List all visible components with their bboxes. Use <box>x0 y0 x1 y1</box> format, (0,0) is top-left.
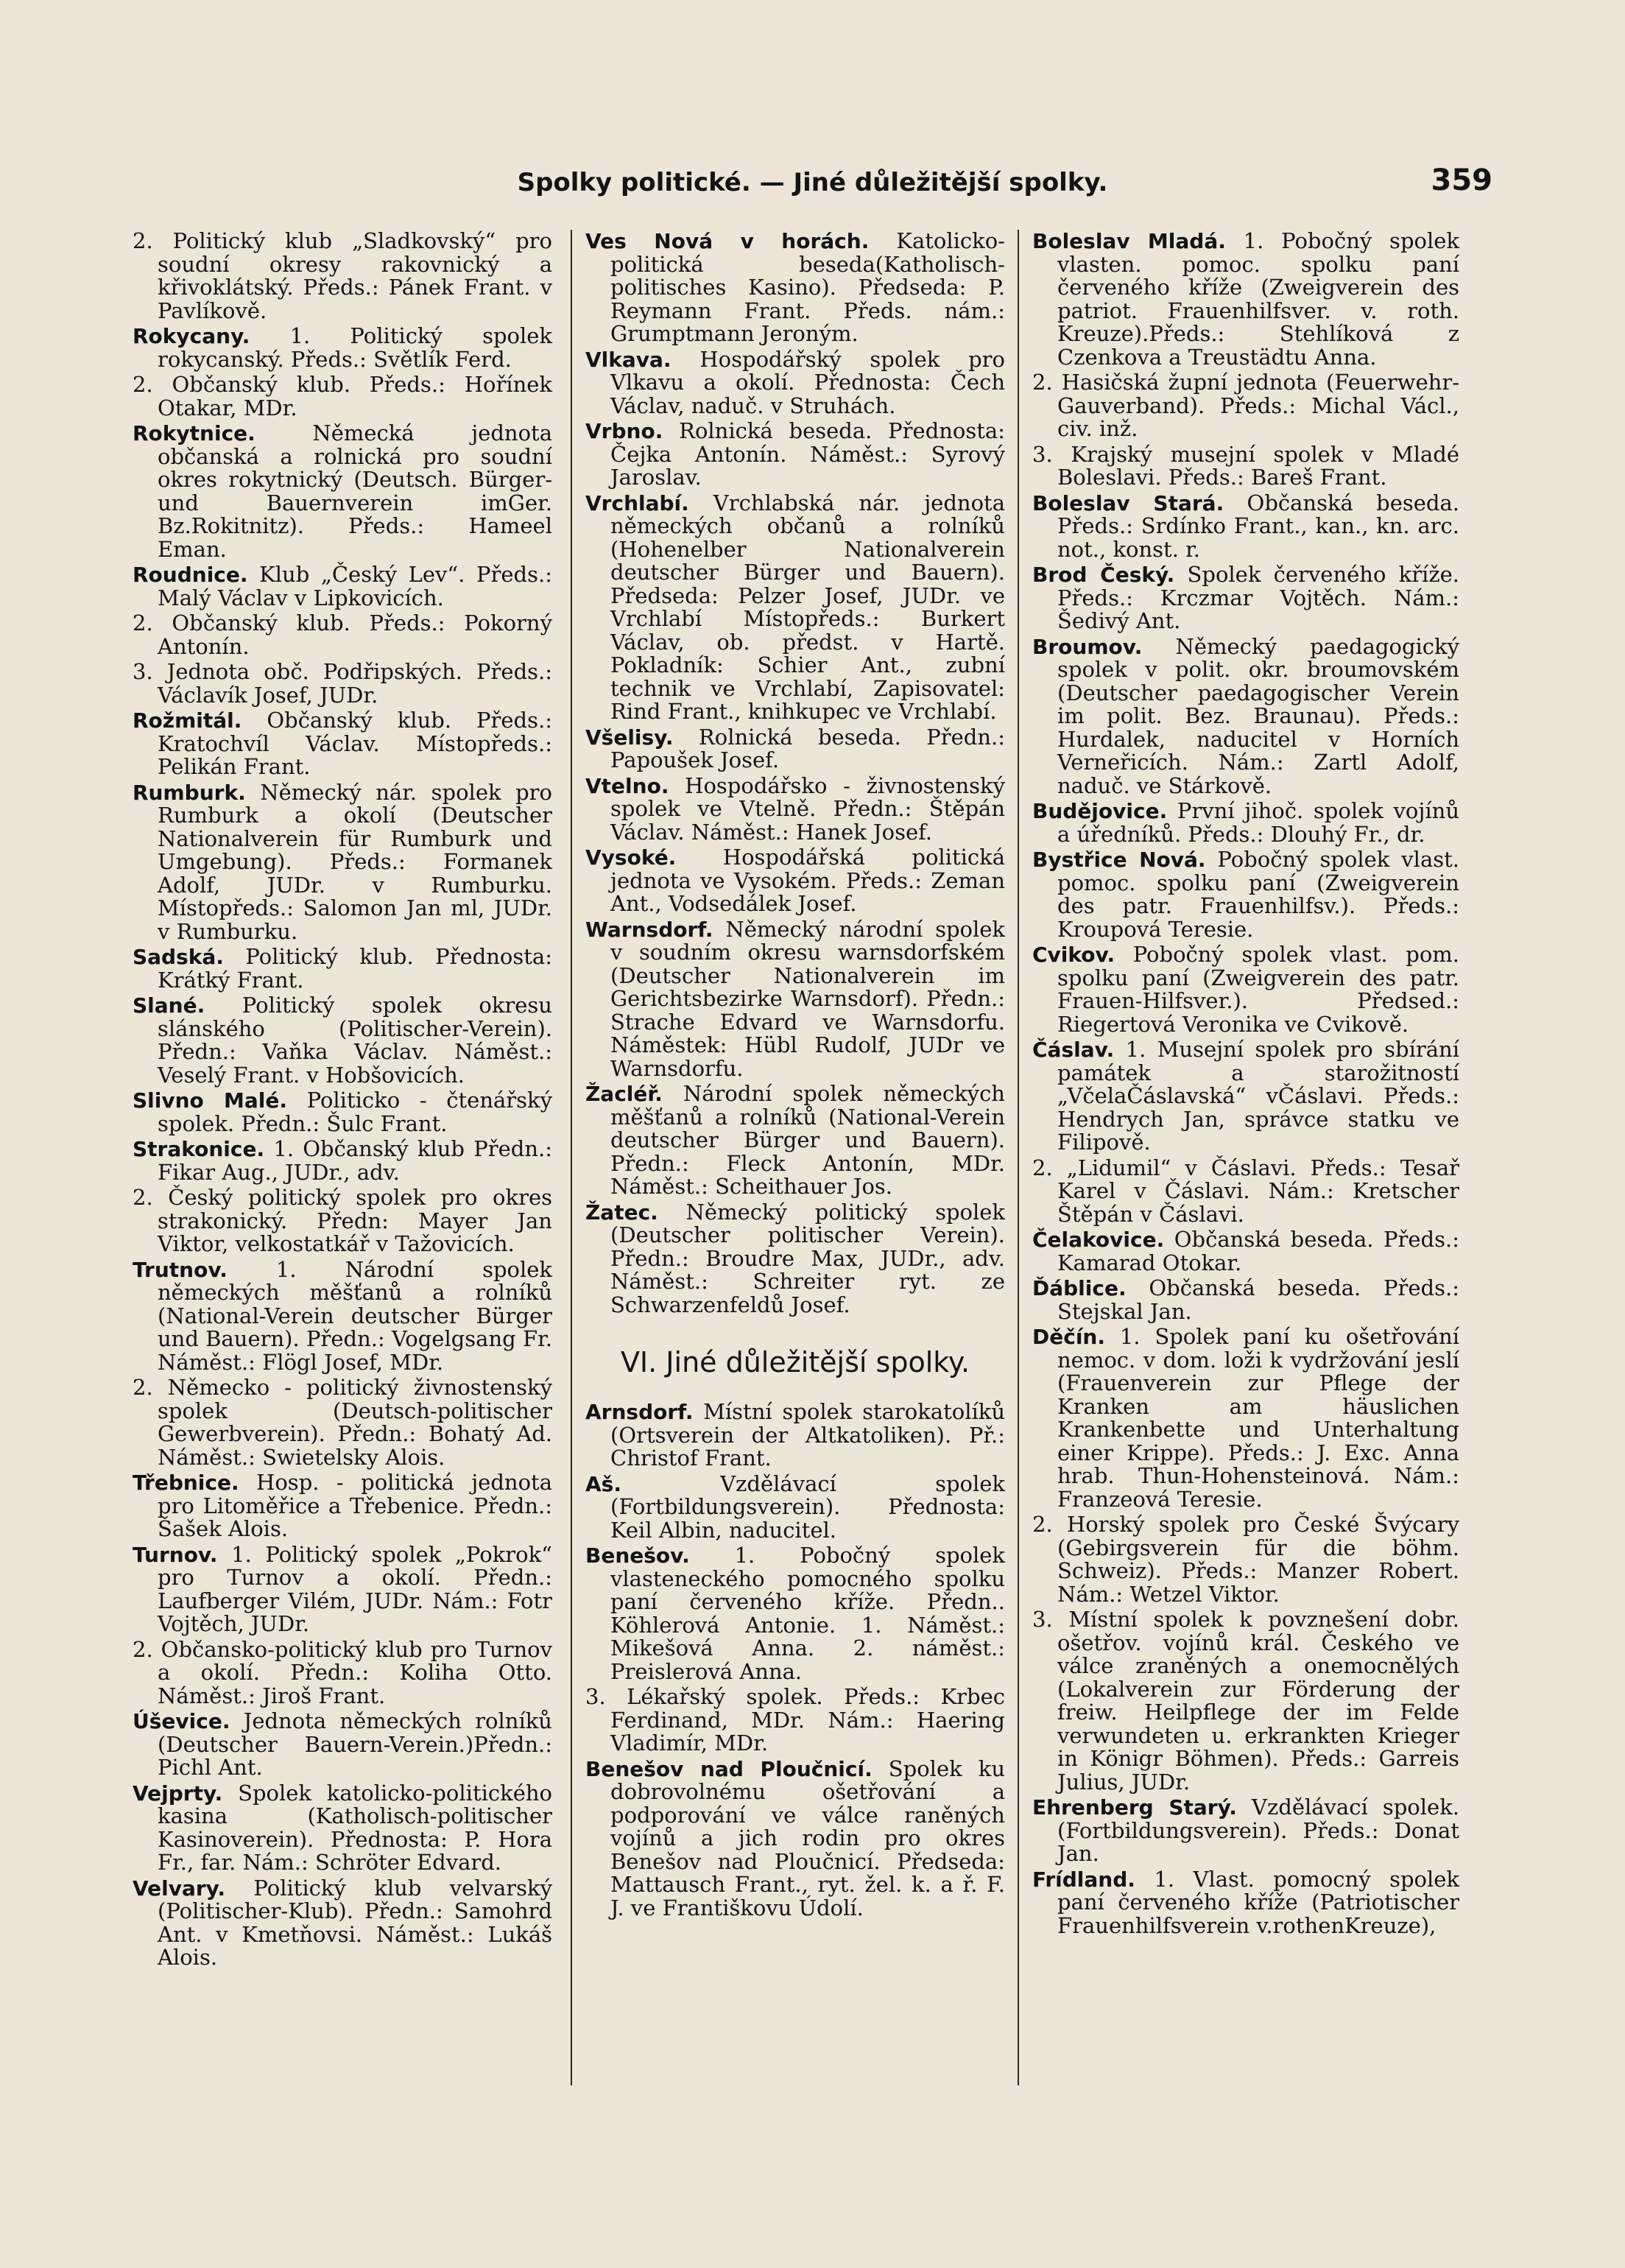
entry-place-name: Vlkava. <box>585 347 671 372</box>
directory-entry <box>133 945 552 992</box>
entry-text: 2. Německo - politický živnostenský spolek (Deutsch-politischer Gewerbverein). Předn.: Bohatý Ad. Náměst.: Swietelsky Alois. <box>133 1375 552 1470</box>
entry-place-name: Budějovice. <box>1032 799 1168 823</box>
directory-entry <box>133 1186 552 1256</box>
entry-text: Politický klub. Přednosta: Krátký Frant. <box>158 944 552 993</box>
entry-text: 1. Národní spolek německých měšťanů a rolníků (National-Verein deutscher Bürger und Bauern). Předn.: Vogelgsang Fr. Náměst.: Flögl Josef, MDr. <box>158 1256 552 1375</box>
entry-text: 1. Občanský klub Předn.: Fikar Aug., JUDr., adv. <box>158 1136 552 1185</box>
running-title: Spolky politické. — Jiné důležitější spolky. <box>517 168 1108 197</box>
entry-text: Národní spolek německých měšťanů a rolníků (National-Verein deutscher Bürger und Bauern). Předn.: Fleck Antonín, MDr. Náměst.: Scheithauer Jos. <box>610 1081 1005 1199</box>
entry-text: 2. Hasičská župní jednota (Feuerwehr-Gauverband). Předs.: Michal Václ., civ. inž. <box>1032 370 1459 441</box>
entry-text: Hospodářská politická jednota ve Vysokém. Předs.: Zeman Ant., Vodsedálek Josef. <box>610 845 1005 916</box>
entry-place-name: Všelisy. <box>585 725 674 750</box>
entry-place-name: Arnsdorf. <box>585 1400 694 1424</box>
directory-entry <box>133 661 552 707</box>
section-heading: VI. Jiné důležitější spolky. <box>620 1346 970 1378</box>
entry-text: 2. Politický klub „Sladkovský“ pro soudní okresy rakovnický a křivoklátský. Předs.: Pánek Frant. v Pavlíkově. <box>133 228 552 323</box>
entry-text: Hospodářsko - živnostenský spolek ve Vtelně. Předn.: Štěpán Václav. Náměst.: Hanek Josef. <box>610 772 1005 845</box>
text-column-2 <box>585 230 1005 1922</box>
entry-place-name: Turnov. <box>133 1542 218 1567</box>
entry-text: Občanská beseda. Předs.: Kamarad Otokar. <box>1057 1227 1459 1275</box>
entry-place-name: Vrbno. <box>585 419 663 443</box>
directory-entry <box>585 726 1005 772</box>
entry-text: Pobočný spolek vlast. pom. spolku paní (Zweigverein des patr. Frauen-Hilfsver.). Předsed.: Riegertová Veronika ve Cvikově. <box>1057 942 1459 1037</box>
directory-entry <box>133 1089 552 1135</box>
entry-text: Německý nár. spolek pro Rumburk a okolí (Deutscher Nationalverein für Rumburk und Umgebung). Předs.: Formanek Adolf, JUDr. v Rumburku. Místopředs.: Salomon Jan ml, JUDr. v Rumburku. <box>158 779 552 944</box>
directory-entry <box>133 1138 552 1184</box>
directory-entry <box>133 1258 552 1375</box>
entry-place-name: Boleslav Mladá. <box>1032 229 1226 253</box>
entry-place-name: Slané. <box>133 993 205 1018</box>
directory-entry <box>133 230 552 323</box>
directory-entry <box>585 230 1005 346</box>
entry-text: Vzdělávací spolek (Fortbildungsverein). Přednosta: Keil Albin, naducitel. <box>610 1471 1005 1543</box>
entry-text: Německý paedagogický spolek v polit. okr. broumovském (Deutscher paedagogischer Verein im polit. Bez. Braunau). Předs.: Hurdalek, naducitel v Horních Verneřicích. Nám.: Zartl Adolf, naduč. ve Stárkově. <box>1057 633 1459 798</box>
entry-place-name: Trutnov. <box>133 1257 228 1282</box>
entry-place-name: Rokycany. <box>133 324 250 348</box>
entry-text: Rolnická beseda. Předn.: Papoušek Josef. <box>610 724 1005 772</box>
directory-entry <box>585 918 1005 1081</box>
directory-entry <box>133 1376 552 1469</box>
entry-text: Politický klub velvarský (Politischer-Klub). Předn.: Samohrd Ant. v Kmetňovsi. Náměst.: Lukáš Alois. <box>158 1875 552 1970</box>
entry-place-name: Boleslav Stará. <box>1032 490 1224 515</box>
entry-place-name: Frídland. <box>1032 1867 1135 1892</box>
column-divider <box>1018 230 1019 2085</box>
entry-text: Německý politický spolek (Deutscher politischer Verein). Předn.: Broudre Max, JUDr., adv. Náměst.: Schreiter ryt. ze Schwarzenfeldů Josef. <box>610 1199 1005 1317</box>
entry-place-name: Rožmitál. <box>133 708 242 733</box>
entry-place-name: Bystřice Nová. <box>1032 848 1206 872</box>
entry-text: Německý národní spolek v soudním okresu warnsdorfském (Deutscher Nationalverein im Gerichtsbezirke Warnsdorf). Předn.: Strache Edvard ve Warnsdorfu. Náměstek: Hübl Rudolf, JUDr ve Warnsdorfu. <box>610 916 1005 1081</box>
entry-place-name: Čáslav. <box>1032 1038 1115 1062</box>
entry-text: Klub „Český Lev“. Předs.: Malý Václav v Lipkovicích. <box>158 562 552 610</box>
entry-text: 3. Jednota obč. Podřipských. Předs.: Václavík Josef, JUDr. <box>133 659 552 708</box>
entry-place-name: Aš. <box>585 1471 621 1496</box>
directory-entry <box>585 1686 1005 1755</box>
entry-text: 2. „Lidumil“ v Čáslavi. Předs.: Tesař Karel v Čáslavi. Nám.: Kretscher Štěpán v Čáslavi. <box>1032 1155 1459 1227</box>
directory-entry <box>585 772 1005 845</box>
entry-place-name: Cvikov. <box>1032 943 1115 967</box>
directory-entry <box>585 1755 1005 1920</box>
directory-entry <box>133 1471 552 1541</box>
directory-entry <box>1032 1796 1459 1866</box>
directory-entry <box>133 1782 552 1875</box>
directory-entry <box>585 420 1005 490</box>
directory-entry <box>585 1544 1005 1683</box>
entry-text: Hospodářský spolek pro Vlkavu a okolí. Přednosta: Čech Václav, naduč. v Struhách. <box>610 346 1005 418</box>
entry-text: Občanský klub. Předs.: Kratochvíl Václav. Místopředs.: Pelikán Frant. <box>158 708 552 779</box>
page-number: 359 <box>1431 163 1492 197</box>
entry-text: Politicko - čtenářský spolek. Předn.: Šulc Frant. <box>158 1088 552 1136</box>
directory-entry <box>1032 1608 1459 1794</box>
entry-text: Politický spolek okresu slánského (Politischer-Verein). Předn.: Vaňka Václav. Náměst.: Veselý Frant. v Hobšovicích. <box>158 993 552 1088</box>
entry-place-name: Čelakovice. <box>1032 1228 1165 1252</box>
entry-text: 1. Pobočný spolek vlasteneckého pomocného spolku paní červeného kříže. Předn.. Köhlerová Antonie. 1. Náměst.: Mikešová Anna. 2. náměst.: Preislerová Anna. <box>610 1543 1005 1684</box>
directory-entry <box>1032 492 1459 562</box>
directory-entry <box>585 492 1005 724</box>
directory-entry <box>1032 230 1459 369</box>
entry-place-name: Benešov nad Ploučnicí. <box>585 1756 873 1781</box>
entry-text: 2. Občanský klub. Předs.: Hořínek Otakar, MDr. <box>133 372 552 420</box>
entry-text: 1. Pobočný spolek vlasten. pomoc. spolku paní červeného kříže (Zweigverein des patriot. Frauenhilfsver. v. roth. Kreuze).Předs.: Stehlíková z Czenkova a Treustädtu Anna. <box>1057 228 1459 370</box>
entry-text: 1. Musejní spolek pro sbírání památek a starožitností „VčelaČáslavská“ vČáslavi. Předs.: Hendrych Jan, správce statku ve Filipově. <box>1057 1037 1459 1155</box>
text-column-1 <box>133 230 552 1972</box>
directory-entry <box>133 781 552 944</box>
directory-entry <box>585 1401 1005 1471</box>
entry-text: Rolnická beseda. Přednosta: Čejka Antonín. Náměst.: Syrový Jaroslav. <box>610 418 1005 490</box>
entry-text: 2. Horský spolek pro České Švýcary (Gebirgsverein für die böhm. Schweiz). Předs.: Manzer Robert. Nám.: Wetzel Viktor. <box>1032 1512 1459 1607</box>
directory-entry <box>1032 1277 1459 1323</box>
directory-entry <box>133 373 552 420</box>
entry-text: Hosp. - politická jednota pro Litoměřice a Třebenice. Předn.: Šašek Alois. <box>158 1470 552 1541</box>
directory-entry <box>1032 635 1459 798</box>
entry-text: Katolicko-politická beseda(Katholisch-politisches Kasino). Předseda: P. Reymann Frant. Předs. nám.: Grumptmann Jeroným. <box>610 228 1005 346</box>
directory-entry <box>133 1710 552 1780</box>
directory-entry <box>585 1201 1005 1317</box>
entry-place-name: Vejprty. <box>133 1781 223 1806</box>
entry-text: Vrchlabská nár. jednota německých občanů a rolníků (Hohenelber Nationalverein deutscher Bürger und Bauern). Předseda: Pelzer Josef, JUDr. ve Vrchlabí Místopředs.: Burkert Václav, ob. předst. v Hartě. Pokladník: Schier Ant., zubní technik ve Vrchlabí, Zapisovatel: Rind Frant., knihkupec ve Vrchlabí. <box>610 490 1005 724</box>
entry-place-name: Děčín. <box>1032 1325 1105 1349</box>
directory-entry <box>1032 1325 1459 1511</box>
entry-place-name: Sadská. <box>133 945 224 969</box>
entry-place-name: Velvary. <box>133 1876 225 1901</box>
column-divider <box>571 230 572 2085</box>
directory-entry <box>585 846 1005 916</box>
entry-text: 1. Politický spolek rokycanský. Předs.: Světlík Ferd. <box>158 323 552 372</box>
entry-place-name: Žacléř. <box>585 1082 663 1106</box>
entry-place-name: Vtelno. <box>585 773 669 798</box>
directory-entry <box>133 563 552 610</box>
entry-text: 2. Občanský klub. Předs.: Pokorný Antonín. <box>133 610 552 659</box>
entry-text: 1. Spolek paní ku ošetřování nemoc. v dom. loži k vydržování jeslí (Frauenverein zur Pflege der Kranken am häuslichen Krankenbette und Unterhaltung einer Krippe). Předs.: J. Exc. Anna hrab. Thun-Hohensteinová. Nám.: Franzeová Teresie. <box>1057 1324 1459 1512</box>
entry-text: 2. Občansko-politický klub pro Turnov a okolí. Předn.: Koliha Otto. Náměst.: Jiroš Frant. <box>133 1636 552 1708</box>
entry-text: 3. Místní spolek k povznešení dobr. ošetřov. vojínů král. Českého ve válce zraněných a onemocnělých (Lokalverein zur Förderung der freiw. Heilpflege der im Felde verwundeten u. erkrankten Krieger in Königr Böhmen). Předs.: Garreis Julius, JUDr. <box>1032 1607 1459 1795</box>
entry-text: Pobočný spolek vlast. pomoc. spolku paní (Zweigverein des patr. Frauenhilfsv.). Předs.: Kroupová Teresie. <box>1057 847 1459 942</box>
directory-entry <box>1032 443 1459 490</box>
directory-entry <box>1032 1868 1459 1938</box>
entry-text: 1. Politický spolek „Pokrok“ pro Turnov a okolí. Předn.: Laufberger Vilém, JUDr. Nám.: Fotr Vojtěch, JUDr. <box>158 1541 552 1636</box>
entry-text: 1. Vlast. pomocný spolek paní červeného kříže (Patriotischer Frauenhilfsverein v.rothenKreuze), <box>1057 1866 1459 1938</box>
entry-place-name: Vysoké. <box>585 845 677 870</box>
entry-place-name: Rokytnice. <box>133 421 255 446</box>
directory-entry <box>585 1473 1005 1543</box>
directory-entry <box>133 1877 552 1970</box>
directory-entry <box>1032 848 1459 941</box>
directory-entry <box>133 422 552 561</box>
entry-place-name: Úševice. <box>133 1709 230 1733</box>
entry-place-name: Vrchlabí. <box>585 490 689 515</box>
entry-place-name: Rumburk. <box>133 780 246 805</box>
directory-entry <box>1032 563 1459 633</box>
directory-entry <box>1032 1157 1459 1227</box>
entry-text: 2. Český politický spolek pro okres strakonický. Předn: Mayer Jan Viktor, velkostatkář v Tažovicích. <box>133 1185 552 1256</box>
entry-place-name: Strakonice. <box>133 1137 265 1161</box>
entry-text: Občanská beseda. Předs.: Srdínko Frant., kan., kn. arc. not., konst. r. <box>1057 490 1459 562</box>
entry-text: Občanská beseda. Předs.: Stejskal Jan. <box>1057 1275 1459 1324</box>
entry-text: Místní spolek starokatolíků (Ortsverein der Altkatoliken). Př.: Christof Frant. <box>610 1399 1005 1471</box>
entry-text: První jihoč. spolek vojínů a úředníků. Předs.: Dlouhý Fr., dr. <box>1057 798 1459 847</box>
entry-place-name: Warnsdorf. <box>585 917 713 942</box>
entry-text: Vzdělávací spolek. (Fortbildungsverein). Předs.: Donat Jan. <box>1057 1795 1459 1866</box>
directory-entry <box>133 1543 552 1636</box>
directory-entry <box>133 994 552 1087</box>
text-column-3 <box>1032 230 1459 1940</box>
directory-entry <box>1032 1228 1459 1275</box>
entry-place-name: Roudnice. <box>133 563 248 587</box>
entry-text: 3. Krajský musejní spolek v Mladé Boleslavi. Předs.: Bareš Frant. <box>1032 441 1459 490</box>
entry-place-name: Broumov. <box>1032 634 1143 659</box>
entry-text: Spolek ku dobrovolnému ošetřování a podporování ve válce raněných vojínů a jich rodin pro okres Benešov nad Ploučnicí. Předseda: Mattausch Frant., ryt. žel. k. a ř. F. J. ve Františkovu Údolí. <box>610 1755 1005 1920</box>
directory-entry <box>133 1638 552 1708</box>
directory-entry <box>585 1082 1005 1199</box>
directory-entry <box>133 709 552 779</box>
directory-entry <box>1032 1038 1459 1155</box>
directory-entry <box>1032 371 1459 441</box>
entry-text: Německá jednota občanská a rolnická pro soudní okres rokytnický (Deutsch. Bürger- und Bauernverein imGer. Bz.Rokitnitz). Předs.: Hameel Eman. <box>158 420 552 562</box>
directory-entry <box>1032 1513 1459 1606</box>
entry-place-name: Brod Český. <box>1032 563 1175 587</box>
entry-place-name: Ehrenberg Starý. <box>1032 1795 1237 1820</box>
directory-entry <box>1032 800 1459 846</box>
directory-entry <box>1032 943 1459 1036</box>
entry-text: 3. Lékařský spolek. Předs.: Krbec Ferdinand, MDr. Nám.: Haering Vladimír, MDr. <box>585 1684 1005 1755</box>
directory-entry <box>133 325 552 371</box>
directory-entry <box>585 348 1005 418</box>
entry-place-name: Ves Nová v horách. <box>585 229 870 253</box>
entry-place-name: Benešov. <box>585 1543 690 1568</box>
page-header <box>133 163 1492 208</box>
entry-place-name: Ďáblice. <box>1032 1276 1127 1300</box>
directory-entry <box>133 612 552 658</box>
entry-text: Jednota německých rolníků (Deutscher Bauern-Verein.)Předn.: Pichl Ant. <box>158 1708 552 1780</box>
entry-text: Spolek katolicko-politického kasina (Katholisch-politischer Kasinoverein). Přednosta: P. Hora Fr., far. Nám.: Schröter Edvard. <box>158 1780 552 1875</box>
entry-place-name: Žatec. <box>585 1200 658 1225</box>
entry-place-name: Slivno Malé. <box>133 1088 287 1113</box>
entry-place-name: Třebnice. <box>133 1471 239 1495</box>
entry-text: Spolek červeného kříže. Předs.: Krczmar Vojtěch. Nám.: Šedivý Ant. <box>1057 562 1459 633</box>
